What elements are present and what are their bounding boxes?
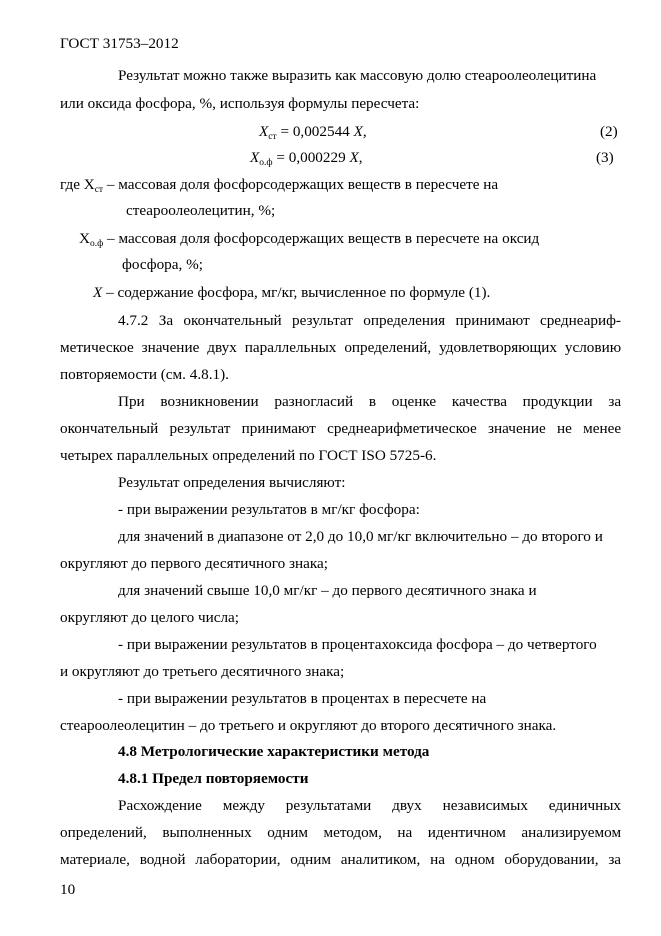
formula-2-expr: = 0,002544 <box>276 123 354 140</box>
word: материале, <box>60 851 130 868</box>
definition-3 <box>93 283 490 303</box>
word: одном <box>454 851 495 868</box>
disagree-line-3: четырех параллельных определений по ГОСТ ISO 5725-6. <box>60 447 437 464</box>
formula-2-var2: X <box>353 123 363 140</box>
word: Расхождение <box>118 797 202 814</box>
word: окончательный <box>183 312 282 329</box>
calc-bullet-2a: для значений свыше 10,0 мг/кг – до первого десятичного знака и <box>118 582 537 599</box>
formula-2-tail: , <box>362 123 367 140</box>
word: методом, <box>323 824 382 841</box>
definition-2 <box>79 229 539 249</box>
calc-bullet-1: - при выражении результатов в мг/кг фосфора: <box>118 501 420 518</box>
word: оборудовании, <box>504 851 599 868</box>
p481-line-1 <box>118 796 621 816</box>
formula-2-sub: ст <box>268 132 277 142</box>
calc-bullet-1a: для значений в диапазоне от 2,0 до 10,0 мг/кг включительно – до второго и <box>118 528 603 545</box>
word: двух <box>392 797 422 814</box>
definition-1-sub: ст <box>94 185 104 195</box>
word: выполненных <box>162 824 252 841</box>
definition-1-continued: стеароолеолецитин, %; <box>126 202 276 219</box>
word: единичных <box>548 797 622 814</box>
p472-line-3: повторяемости (см. 4.8.1). <box>60 366 229 383</box>
word: лаборатории, <box>195 851 281 868</box>
word: удовлетворяющих <box>439 339 557 356</box>
word: среднеариф- <box>539 312 621 329</box>
p472-line-1 <box>118 311 621 331</box>
word: определений, <box>344 339 432 356</box>
word: условию <box>564 339 622 356</box>
definition-2-symbol: X <box>79 230 90 247</box>
word: за <box>608 851 622 868</box>
p481-line-2 <box>60 823 621 843</box>
calc-bullet-2b: округляют до целого числа; <box>60 609 240 626</box>
word: результатами <box>285 797 372 814</box>
word: качества <box>451 393 507 410</box>
formula-2-var: X <box>259 123 269 140</box>
definition-where: где <box>60 176 84 193</box>
word: идентичном <box>427 824 506 841</box>
word: результат <box>292 312 353 329</box>
section-4-8-1-title: 4.8.1 Предел повторяемости <box>118 770 309 787</box>
word: разногласий <box>274 393 354 410</box>
word: независимых <box>442 797 528 814</box>
word: принимают <box>455 312 530 329</box>
word: водной <box>139 851 186 868</box>
formula-3-expr: = 0,000229 <box>272 149 350 166</box>
word: анализируемом <box>521 824 622 841</box>
definition-1-text: – массовая доля фосфорсодержащих веществ в пересчете на <box>103 176 499 193</box>
word: параллельных <box>244 339 337 356</box>
word: значение <box>488 420 546 437</box>
word: в <box>368 393 377 410</box>
intro-line-1: Результат можно также выразить как массовую долю стеароолеолецитина <box>118 67 597 84</box>
word: продукции <box>522 393 593 410</box>
formula-3-var: X <box>250 149 260 166</box>
calc-title: Результат определения вычисляют: <box>118 474 346 491</box>
word: на <box>397 824 413 841</box>
formula-2-number: (2) <box>600 123 618 140</box>
formula-2 <box>259 122 367 142</box>
word: аналитиком, <box>340 851 421 868</box>
word: среднеарифметическое <box>327 420 477 437</box>
word: За <box>158 312 174 329</box>
formula-3-tail: , <box>358 149 363 166</box>
word: значение <box>141 339 200 356</box>
word: При <box>118 393 145 410</box>
word: за <box>608 393 622 410</box>
section-4-8-title: 4.8 Метрологические характеристики метода <box>118 743 430 760</box>
word: оценке <box>391 393 437 410</box>
word: на <box>430 851 445 868</box>
definition-1-symbol: X <box>83 176 95 193</box>
word: двух <box>207 339 237 356</box>
formula-3-sub: о.ф <box>259 158 273 168</box>
calc-bullet-1b: округляют до первого десятичного знака; <box>60 555 328 572</box>
p481-line-3 <box>60 850 621 870</box>
calc-bullet-3b: и округляют до третьего десятичного знака; <box>60 663 345 680</box>
p472-line-2 <box>60 338 621 358</box>
definition-3-text: – содержание фосфора, мг/кг, вычисленное по формуле (1). <box>102 284 491 301</box>
word: менее <box>583 420 622 437</box>
word: возникновении <box>160 393 259 410</box>
word: одним <box>290 851 332 868</box>
word: одним <box>267 824 308 841</box>
calc-bullet-4b: стеароолеолецитин – до третьего и округляют до второго десятичного знака. <box>60 717 557 734</box>
definition-2-continued: фосфора, %; <box>122 256 203 273</box>
formula-3 <box>250 148 363 168</box>
definition-1 <box>60 175 498 195</box>
word: определений, <box>60 824 147 841</box>
calc-bullet-4a: - при выражении результатов в процентах в пересчете на <box>118 690 487 707</box>
document-header: ГОСТ 31753–2012 <box>60 35 179 52</box>
word: между <box>222 797 265 814</box>
formula-3-var2: X <box>349 149 359 166</box>
intro-line-2: или оксида фосфора, %, используя формулы пересчета: <box>60 95 420 112</box>
disagree-line-1 <box>118 392 621 412</box>
word: принимают <box>241 420 316 437</box>
word: определения <box>363 312 446 329</box>
word: 4.7.2 <box>118 312 149 329</box>
calc-bullet-3a: - при выражении результатов в процентахоксида фосфора – до четвертого <box>118 636 597 653</box>
definition-3-symbol: X <box>93 284 103 301</box>
word: метическое <box>60 339 134 356</box>
formula-3-number: (3) <box>596 149 614 166</box>
word: не <box>556 420 572 437</box>
disagree-line-2 <box>60 419 621 439</box>
word: окончательный <box>60 420 159 437</box>
definition-2-text: – массовая доля фосфорсодержащих веществ в пересчете на оксид <box>103 230 540 247</box>
page-number: 10 <box>60 881 76 898</box>
word: результат <box>169 420 231 437</box>
definition-2-sub: о.ф <box>89 239 104 249</box>
